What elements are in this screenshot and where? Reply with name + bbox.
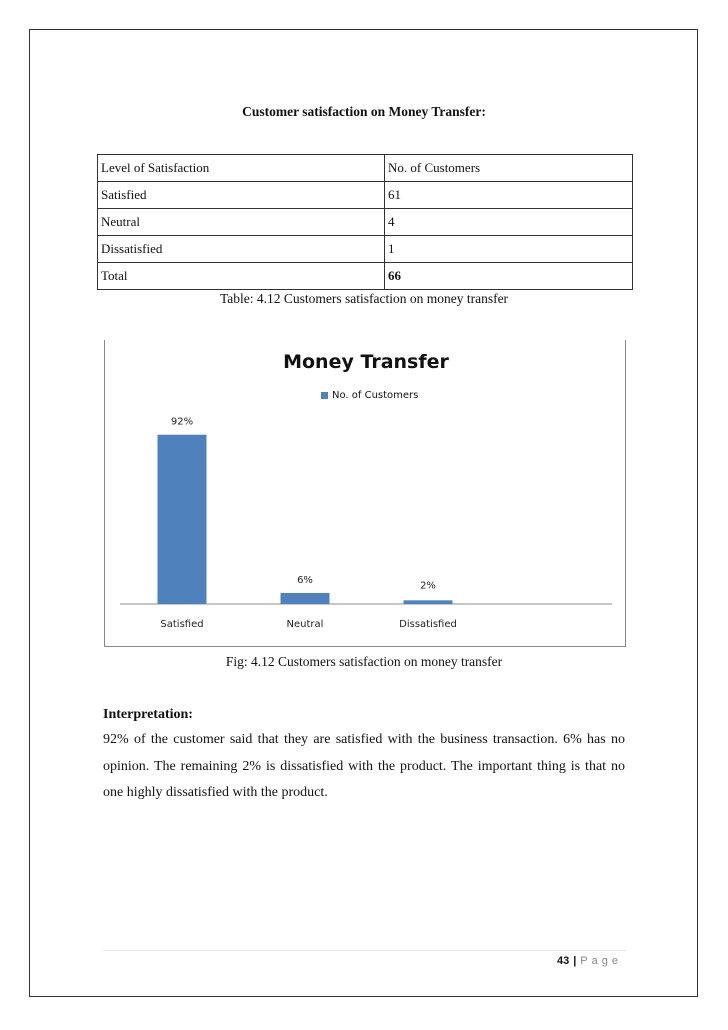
bar-neutral bbox=[281, 593, 330, 604]
interpretation-heading: Interpretation: bbox=[103, 707, 193, 722]
bar-dissatisfied bbox=[404, 600, 453, 604]
satisfaction-table bbox=[97, 154, 633, 290]
table-caption: Table: 4.12 Customers satisfaction on money transfer bbox=[219, 291, 509, 306]
table-total-row bbox=[98, 263, 633, 290]
table-row bbox=[98, 209, 633, 236]
interpretation-text: 92% of the customer said that they are satisfied with the business transaction. 6% has no opinion. The remaining 2% is dissatisfied with the product. The important thing is that no one highly dissatisfied with the product. bbox=[103, 732, 625, 800]
footer-rule bbox=[103, 950, 626, 951]
data-label: 2% bbox=[420, 580, 436, 592]
table-cell: 4 bbox=[385, 209, 633, 236]
footer-separator: | bbox=[573, 955, 577, 967]
chart-title: Money Transfer bbox=[283, 351, 449, 373]
table-cell: Neutral bbox=[98, 209, 385, 236]
page-label: Page bbox=[580, 955, 622, 967]
table-row bbox=[98, 182, 633, 209]
bar-satisfied bbox=[158, 435, 207, 604]
page-number: 43 bbox=[556, 955, 570, 967]
data-label: 6% bbox=[297, 574, 313, 586]
table-row bbox=[98, 236, 633, 263]
table-cell: Dissatisfied bbox=[98, 236, 385, 263]
data-label: 92% bbox=[170, 416, 194, 428]
chart bbox=[104, 340, 626, 647]
table-header-row bbox=[98, 155, 633, 182]
table-cell: Total bbox=[98, 263, 385, 290]
table-header-cell: Level of Satisfaction bbox=[98, 155, 385, 182]
x-tick-label: Satisfied bbox=[160, 619, 204, 630]
chart-plot bbox=[105, 340, 627, 647]
table-cell: 1 bbox=[385, 236, 633, 263]
section-heading: Customer satisfaction on Money Transfer: bbox=[242, 104, 486, 119]
x-tick-label: Dissatisfied bbox=[399, 619, 457, 630]
table-cell: Satisfied bbox=[98, 182, 385, 209]
figure-caption: Fig: 4.12 Customers satisfaction on money transfer bbox=[225, 654, 503, 669]
page-footer bbox=[0, 955, 622, 967]
x-tick-label: Neutral bbox=[286, 619, 324, 630]
table-total-value: 66 bbox=[385, 263, 633, 290]
table-cell: 61 bbox=[385, 182, 633, 209]
table-header-cell: No. of Customers bbox=[385, 155, 633, 182]
legend-label: No. of Customers bbox=[332, 390, 419, 401]
